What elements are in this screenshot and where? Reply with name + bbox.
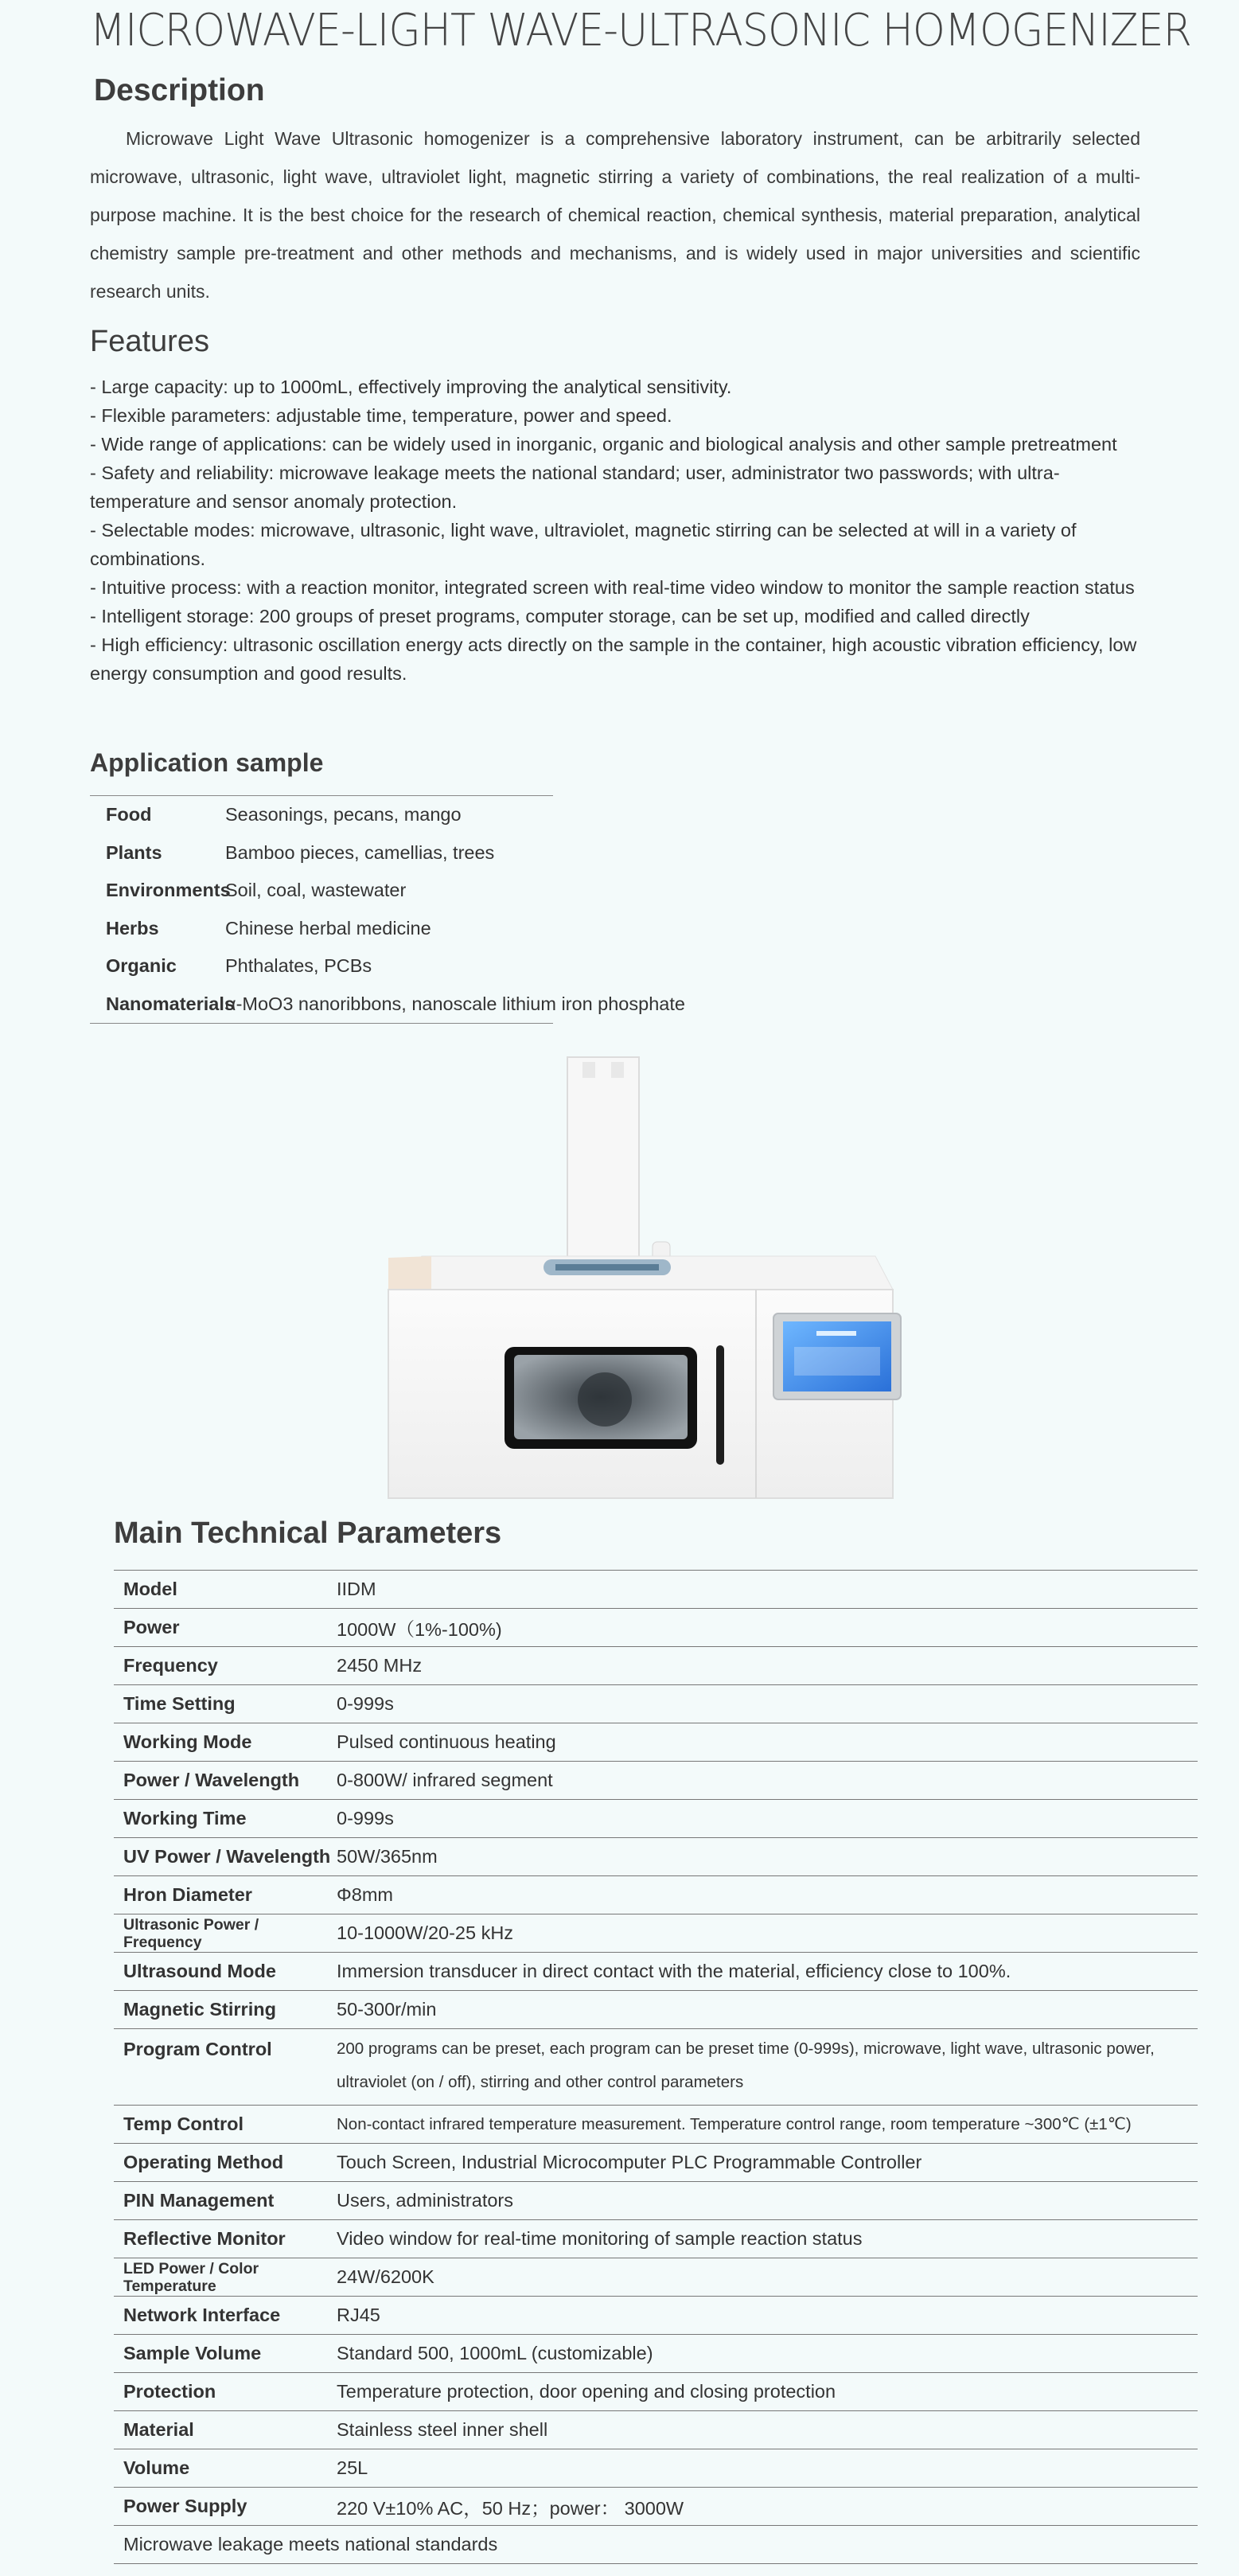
param-key: Ultrasonic Power / Frequency: [123, 1915, 259, 1951]
param-key: Model: [123, 1579, 177, 1599]
application-key: Herbs: [106, 917, 159, 939]
param-key: Volume: [123, 2457, 190, 2478]
param-key: Frequency: [123, 1655, 218, 1676]
param-key: Working Time: [123, 1808, 247, 1829]
param-key: Power / Wavelength: [123, 1770, 300, 1790]
param-value: Stainless steel inner shell: [337, 2419, 548, 2440]
feature-item: - Selectable modes: microwave, ultrasonic, light wave, ultraviolet, magnetic stirring can be selected at will in a variety of combinations.: [90, 520, 1077, 569]
param-row: [114, 1800, 1198, 1838]
param-row: [114, 2182, 1198, 2220]
param-key: Reflective Monitor: [123, 2228, 286, 2249]
application-row: [90, 947, 553, 986]
param-key: Network Interface: [123, 2305, 281, 2325]
param-row: [114, 2106, 1198, 2144]
application-value: α-MoO3 nanoribbons, nanoscale lithium iron phosphate: [225, 993, 685, 1014]
param-key: PIN Management: [123, 2190, 275, 2211]
feature-item: - Intelligent storage: 200 groups of preset programs, computer storage, can be set up, modified and called directly: [90, 606, 1030, 626]
product-image: [374, 1051, 947, 1505]
param-key: UV Power / Wavelength: [123, 1846, 331, 1867]
param-key: Ultrasound Mode: [123, 1961, 276, 1981]
param-key: LED Power / Color Temperature: [123, 2259, 259, 2295]
param-key: Time Setting: [123, 1693, 236, 1714]
param-value: 25L: [337, 2457, 368, 2478]
param-key: Material: [123, 2419, 194, 2440]
application-key: Environments: [106, 880, 231, 901]
feature-item: - Large capacity: up to 1000mL, effectively improving the analytical sensitivity.: [90, 377, 732, 397]
feature-item: - High efficiency: ultrasonic oscillation energy acts directly on the sample in the container, high acoustic vibration efficiency, low energy consumption and good results.: [90, 634, 1137, 684]
param-row: [114, 1991, 1198, 2029]
param-key: Hron Diameter: [123, 1884, 252, 1905]
param-value: 1000W（1%-100%): [337, 1618, 502, 1640]
param-row: [114, 2144, 1198, 2182]
application-key: Organic: [106, 955, 177, 977]
param-value: 0-800W/ infrared segment: [337, 1770, 553, 1790]
application-key: Nanomaterials: [106, 993, 235, 1014]
application-table: [90, 795, 685, 1024]
param-value: IIDM: [337, 1579, 376, 1599]
application-row: [90, 872, 553, 910]
param-value: Video window for real-time monitoring of sample reaction status: [337, 2228, 863, 2249]
param-value: 24W/6200K: [337, 2266, 434, 2287]
param-row: [114, 2335, 1198, 2373]
application-value: Chinese herbal medicine: [225, 917, 431, 939]
param-value: 2450 MHz: [337, 1655, 423, 1676]
param-key: Temp Control: [123, 2113, 244, 2134]
param-row: [114, 2029, 1198, 2106]
features-heading: Features: [90, 325, 209, 358]
param-row: [114, 1914, 1198, 1953]
params-heading: Main Technical Parameters: [114, 1516, 502, 1550]
param-key: Magnetic Stirring: [123, 1999, 276, 2020]
description-heading: Description: [94, 73, 265, 107]
param-row: [114, 2488, 1198, 2526]
application-row: [90, 986, 685, 1024]
param-value: Standard 500, 1000mL (customizable): [337, 2343, 653, 2363]
param-key: Power Supply: [123, 2496, 247, 2516]
description-text: Microwave Light Wave Ultrasonic homogenizer is a comprehensive laboratory instrument, can be arbitrarily selected microwave, ultrasonic, light wave, ultraviolet light, magnetic stirring a variety of combinations, the real realization of a multi-purpose machine. It is the best choice for the research of chemical reaction, chemical synthesis, material preparation, analytical chemistry sample pre-treatment and other methods and mechanisms, and is widely used in major universities and scientific research units.: [90, 128, 1140, 302]
param-key: Program Control: [123, 2039, 272, 2059]
params-table: [114, 1570, 1198, 2564]
application-row: [90, 834, 553, 872]
param-row: [114, 2258, 1198, 2297]
param-row: [114, 1876, 1198, 1914]
param-row: [114, 1571, 1198, 1609]
param-row: [114, 1762, 1198, 1800]
param-row: [114, 1953, 1198, 1991]
param-value: 0-999s: [337, 1808, 394, 1829]
application-row: [90, 796, 553, 834]
param-value: Immersion transducer in direct contact with the material, efficiency close to 100%.: [337, 1961, 1011, 1981]
param-key: Working Mode: [123, 1731, 252, 1752]
param-row: [114, 2220, 1198, 2258]
feature-item: - Wide range of applications: can be widely used in inorganic, organic and biological analysis and other sample pretreatment: [90, 434, 1117, 455]
param-row: [114, 2297, 1198, 2335]
param-value: 50-300r/min: [337, 1999, 437, 2020]
param-value: Φ8mm: [337, 1884, 393, 1905]
param-key: Operating Method: [123, 2152, 284, 2172]
application-value: Soil, coal, wastewater: [225, 880, 407, 901]
feature-item: - Safety and reliability: microwave leakage meets the national standard; user, administrator two passwords; with ultra-temperature and sensor anomaly protection.: [90, 463, 1060, 512]
param-value: Users, administrators: [337, 2190, 513, 2211]
param-value: Pulsed continuous heating: [337, 1731, 556, 1752]
param-row: [114, 1685, 1198, 1723]
param-row: [114, 2373, 1198, 2411]
feature-item: - Flexible parameters: adjustable time, temperature, power and speed.: [90, 405, 672, 426]
param-row: [114, 2411, 1198, 2449]
param-value: Touch Screen, Industrial Microcomputer PLC Programmable Controller: [337, 2152, 922, 2172]
features-list: [90, 373, 1148, 688]
param-value: 0-999s: [337, 1693, 394, 1714]
param-row: [114, 1723, 1198, 1762]
param-value: 200 programs can be preset, each program can be preset time (0-999s), microwave, light wave, ultrasonic power, ultraviolet (on / off), stirring and other control parameters: [337, 2039, 1155, 2091]
param-value: 50W/365nm: [337, 1846, 438, 1867]
param-footer-row: [114, 2526, 1198, 2564]
page-title: MICROWAVE-LIGHT WAVE-ULTRASONIC HOMOGENIZER: [90, 5, 1191, 57]
feature-item: - Intuitive process: with a reaction monitor, integrated screen with real-time video window to monitor the sample reaction status: [90, 577, 1135, 598]
application-key: Food: [106, 804, 152, 825]
param-key: Power: [123, 1617, 180, 1637]
param-row: [114, 2449, 1198, 2488]
application-row: [90, 910, 553, 948]
param-row: [114, 1647, 1198, 1685]
application-key: Plants: [106, 841, 162, 863]
application-value: Phthalates, PCBs: [225, 955, 372, 977]
param-row: [114, 1609, 1198, 1647]
application-heading: Application sample: [90, 748, 324, 777]
param-key: Protection: [123, 2381, 216, 2402]
param-value: 10-1000W/20-25 kHz: [337, 1922, 514, 1943]
param-value: 220 V±10% AC，50 Hz；power： 3000W: [337, 2497, 684, 2519]
param-value: Temperature protection, door opening and closing protection: [337, 2381, 836, 2402]
param-value: RJ45: [337, 2305, 380, 2325]
param-row: [114, 1838, 1198, 1876]
param-key: Sample Volume: [123, 2343, 262, 2363]
param-value: Non-contact infrared temperature measurement. Temperature control range, room temperature ~300℃ (±1℃): [337, 2115, 1132, 2133]
application-value: Seasonings, pecans, mango: [225, 804, 462, 825]
param-footer: Microwave leakage meets national standards: [123, 2534, 498, 2555]
application-value: Bamboo pieces, camellias, trees: [225, 841, 495, 863]
